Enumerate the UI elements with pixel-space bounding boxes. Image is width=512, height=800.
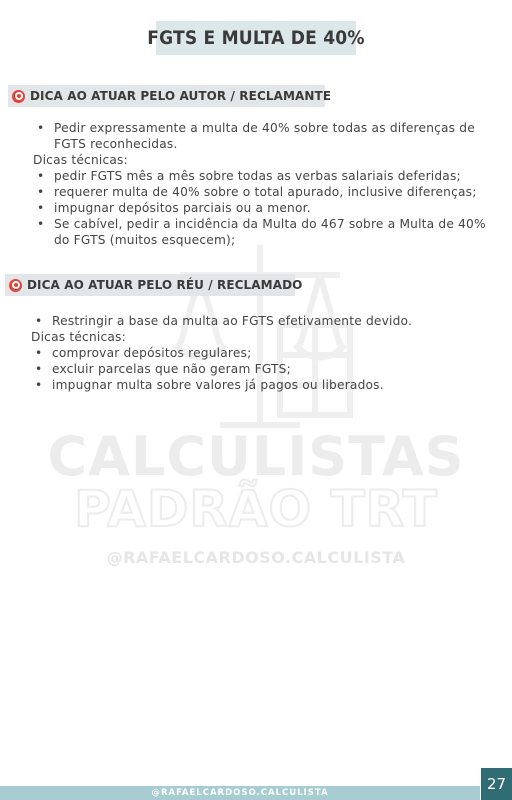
list-item: • excluir parcelas que não geram FGTS;: [28, 361, 488, 377]
section-heading-defendant: [5, 274, 303, 296]
list-item: • Pedir expressamente a multa de 40% sobre todas as diferenças de FGTS reconhecidas.: [30, 120, 490, 152]
target-icon: [9, 279, 22, 292]
section-body-author: [30, 120, 490, 248]
section-body-defendant: [28, 313, 488, 393]
list-item: • impugnar multa sobre valores já pagos ou liberados.: [28, 377, 488, 393]
footer-bar: [0, 786, 480, 800]
list-item: • impugnar depósitos parciais ou a menor.: [30, 200, 490, 216]
page-title: FGTS E MULTA DE 40%: [147, 27, 365, 49]
list-item: • Restringir a base da multa ao FGTS efetivamente devido.: [28, 313, 488, 329]
watermark-line-1: CALCULISTAS: [47, 425, 465, 488]
list-item: • pedir FGTS mês a mês sobre todas as verbas salariais deferidas;: [30, 168, 490, 184]
section-heading-author: [8, 85, 332, 107]
watermark-line-2: PADRÃO TRT: [74, 480, 438, 538]
subheading: Dicas técnicas:: [31, 330, 126, 344]
watermark-handle: @RAFAELCARDOSO.CALCULISTA: [106, 548, 406, 567]
page-number: 27: [481, 768, 512, 800]
subheading: Dicas técnicas:: [33, 153, 128, 167]
list-item: • requerer multa de 40% sobre o total apurado, inclusive diferenças;: [30, 184, 490, 200]
section-heading-label: DICA AO ATUAR PELO AUTOR / RECLAMANTE: [30, 89, 332, 103]
target-icon: [12, 90, 25, 103]
footer-handle: @RAFAELCARDOSO.CALCULISTA: [151, 788, 329, 798]
list-item: • Se cabível, pedir a incidência da Multa do 467 sobre a Multa de 40% do FGTS (muitos esquecem);: [30, 216, 490, 248]
section-heading-label: DICA AO ATUAR PELO RÉU / RECLAMADO: [27, 278, 303, 292]
list-item: • comprovar depósitos regulares;: [28, 345, 488, 361]
page-title-box: [147, 21, 365, 55]
